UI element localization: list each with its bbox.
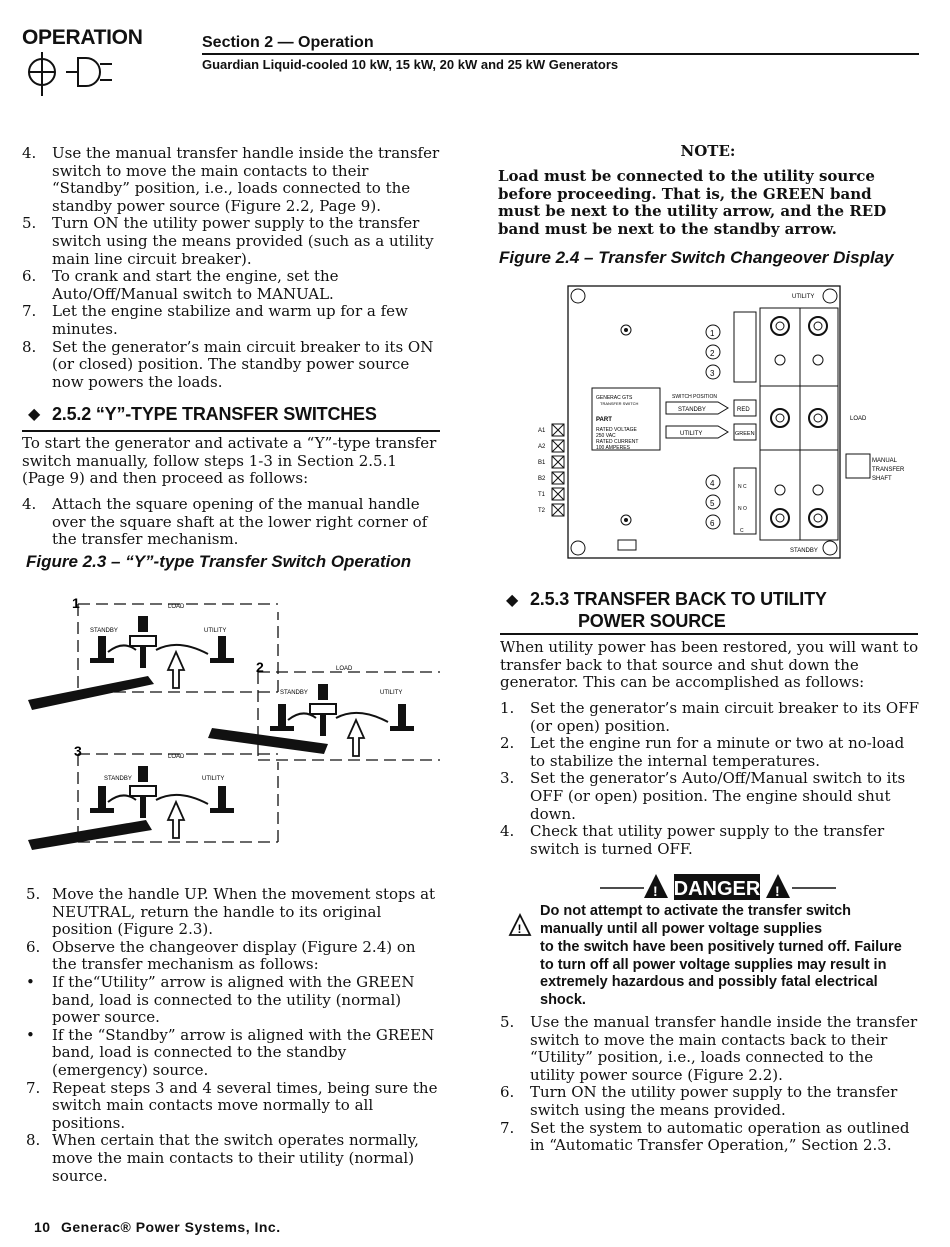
terminal-a2: A2 [538, 444, 546, 450]
terminal-a1: A1 [538, 428, 546, 434]
danger-line-2: manually until all power voltage supplies [540, 921, 823, 937]
left-steps-top [22, 145, 440, 391]
page-number: 10 [34, 1219, 51, 1235]
panel-load-label: LOAD [336, 666, 353, 672]
terminal-circle-5: 5 [710, 499, 715, 508]
section-253-heading-line2: POWER SOURCE [578, 611, 726, 631]
list-item: 1. Set the generator’s main circuit breaker to its OFF (or open) position. [500, 699, 920, 735]
manual-label: MANUAL [872, 458, 898, 464]
list-item: 5. Move the handle UP. When the movement stops at NEUTRAL, return the handle to its original position (Figure 2.3). [26, 885, 436, 939]
terminal-b2: B2 [538, 476, 546, 482]
svg-text:!: ! [653, 883, 658, 899]
note-title: NOTE: [680, 142, 736, 160]
danger-banner [596, 870, 840, 902]
list-item: 6. Turn ON the utility power supply to the transfer switch using the means provided. [500, 1083, 898, 1119]
green-band-label: GREEN [735, 431, 755, 437]
transfer-label: TRANSFER [872, 467, 905, 473]
handle-shape [28, 820, 152, 850]
list-item: 5. Turn ON the utility power supply to the transfer switch using the means provided (such as a utility main line circuit breaker). [22, 214, 434, 268]
panel-utility-label: UTILITY [380, 690, 403, 696]
warning-icon [508, 913, 532, 937]
danger-line-1: Do not attempt to activate the transfer switch [540, 903, 851, 919]
list-item: 3. Set the generator’s Auto/Off/Manual switch to its OFF (or open) position. The engine should shut down. [500, 769, 906, 823]
terminal-b1: B1 [538, 460, 546, 466]
panel-standby-label: STANDBY [280, 690, 308, 696]
figure-23-diagram [28, 588, 440, 873]
panel-utility-label: UTILITY [202, 776, 225, 782]
nc-label: N C [738, 484, 747, 490]
panel-utility-label: UTILITY [204, 628, 227, 634]
list-item: 4. Attach the square opening of the manual handle over the square shaft at the lower right corner of the transfer mechanism. [22, 495, 428, 549]
section-252-steps [22, 496, 440, 549]
panel-standby-label: STANDBY [104, 776, 132, 782]
header-rule [202, 53, 919, 55]
terminal-t1: T1 [538, 492, 546, 498]
section-252-intro: To start the generator and activate a “Y”-type transfer switch manually, follow steps 1-3 in Section 2.5.1 (Page 9) and then proceed as follows: [22, 434, 437, 488]
vac-label: 250 VAC [596, 433, 616, 439]
section-253-intro: When utility power has been restored, you will want to transfer back to that source and shut down the generator. This can be accomplished as follows: [500, 638, 919, 692]
terminal-circle-1: 1 [710, 329, 715, 338]
terminal-circle-3: 3 [710, 369, 715, 378]
operation-tag: OPERATION [22, 26, 143, 49]
no-label: N O [738, 506, 747, 512]
list-item: 7. Set the system to automatic operation as outlined in “Automatic Transfer Operation,” Section 2.3. [500, 1118, 910, 1155]
generac-label: GENERAC GTS [596, 395, 633, 401]
list-item: 6. Observe the changeover display (Figure 2.4) on the transfer mechanism as follows: [26, 937, 416, 974]
list-item: • If the“Utility” arrow is aligned with the GREEN band, load is connected to the utility (normal) power source. [26, 972, 415, 1027]
amperes-label: 100 AMPERES [596, 445, 630, 451]
figure-24-diagram [510, 282, 910, 562]
list-item: • If the “Standby” arrow is aligned with the GREEN band, load is connected to the standby (emergency) source. [26, 1025, 435, 1079]
diamond-bullet-icon: ◆ [28, 404, 41, 423]
terminal-circle-6: 6 [710, 519, 715, 528]
note-body: Load must be connected to the utility source before proceeding. That is, the GREEN band must be next to the utility arrow, and the RED band must be next to the standby arrow. [498, 167, 887, 238]
diamond-bullet-icon: ◆ [506, 590, 519, 609]
standby-box-label: STANDBY [678, 407, 706, 413]
list-item: 4. Use the manual transfer handle inside the transfer switch to move the main contacts to their “Standby” position, i.e., loads connected to the standby power source (Figure 2.2, Page 9). [22, 144, 440, 215]
danger-label: DANGER [673, 878, 761, 900]
generator-transfer-icon [26, 50, 126, 100]
section-253-rule [500, 633, 918, 635]
section-253-heading: 2.5.3 TRANSFER BACK TO UTILITY [530, 589, 827, 609]
load-label: LOAD [850, 416, 867, 422]
panel-number: 1 [72, 595, 80, 611]
left-steps-bottom [22, 886, 440, 1185]
panel-standby-label: STANDBY [90, 628, 118, 634]
terminal-t2: T2 [538, 508, 546, 514]
panel-number: 3 [74, 743, 82, 759]
terminal-circle-2: 2 [710, 349, 715, 358]
list-item: 8. Set the generator’s main circuit breaker to its ON (or closed) position. The standby power source now powers the loads. [22, 337, 434, 391]
list-item: 7. Let the engine stabilize and warm up for a few minutes. [22, 302, 408, 338]
panel-number: 2 [256, 659, 264, 675]
c-label: C [740, 528, 744, 534]
svg-text:!: ! [517, 922, 522, 936]
standby-label: STANDBY [790, 548, 818, 554]
figure-24-caption: Figure 2.4 – Transfer Switch Changeover Display [499, 248, 894, 267]
svg-text:!: ! [775, 883, 780, 899]
panel-load-label: LOAD [168, 754, 185, 760]
terminal-circle-4: 4 [710, 479, 715, 488]
shaft-label: SHAFT [872, 476, 892, 482]
red-band-label: RED [737, 407, 750, 413]
generac-sublabel: TRANSFER SWITCH [600, 401, 639, 406]
right-steps-bottom [500, 1014, 920, 1155]
figure-23-caption: Figure 2.3 – “Y”-type Transfer Switch Operation [26, 552, 412, 571]
list-item: 6. To crank and start the engine, set the Auto/Off/Manual switch to MANUAL. [22, 267, 339, 303]
handle-shape [28, 676, 154, 710]
section-title: Section 2 — Operation [202, 34, 374, 51]
list-item: 2. Let the engine run for a minute or two at no-load to stabilize the internal temperatures. [500, 734, 905, 770]
rated-voltage-label: RATED VOLTAGE [596, 427, 637, 433]
section-253-steps [500, 700, 920, 858]
page-footer [34, 1219, 281, 1235]
utility-label: UTILITY [792, 294, 815, 300]
switch-position-label: SWITCH POSITION [672, 394, 717, 400]
rated-current-label: RATED CURRENT [596, 439, 639, 445]
list-item: 4. Check that utility power supply to the transfer switch is turned OFF. [500, 822, 885, 858]
list-item: 5. Use the manual transfer handle inside the transfer switch to move the main contacts back to their “Utility” position, i.e., loads connected to the utility power source (Figure 2.2). [500, 1013, 918, 1084]
section-subtitle: Guardian Liquid-cooled 10 kW, 15 kW, 20 kW and 25 kW Generators [202, 57, 619, 72]
company-name: Generac® Power Systems, Inc. [60, 1219, 281, 1235]
utility-box-label: UTILITY [680, 431, 703, 437]
section-252-rule [22, 430, 440, 432]
section-252-heading: 2.5.2 “Y”-TYPE TRANSFER SWITCHES [52, 404, 377, 424]
part-label: PART [596, 417, 612, 423]
panel-load-label: LOAD [168, 604, 185, 610]
danger-body: to the switch have been positively turned off. Failure to turn off all power voltage supplies may result in extremely hazardous and possibly fatal electrical shock. [540, 939, 902, 1008]
list-item: 8. When certain that the switch operates normally, move the main contacts to their utility (normal) source. [26, 1131, 419, 1185]
handle-shape [208, 728, 328, 754]
list-item: 7. Repeat steps 3 and 4 several times, being sure the switch main contacts move normally to all positions. [26, 1078, 438, 1132]
